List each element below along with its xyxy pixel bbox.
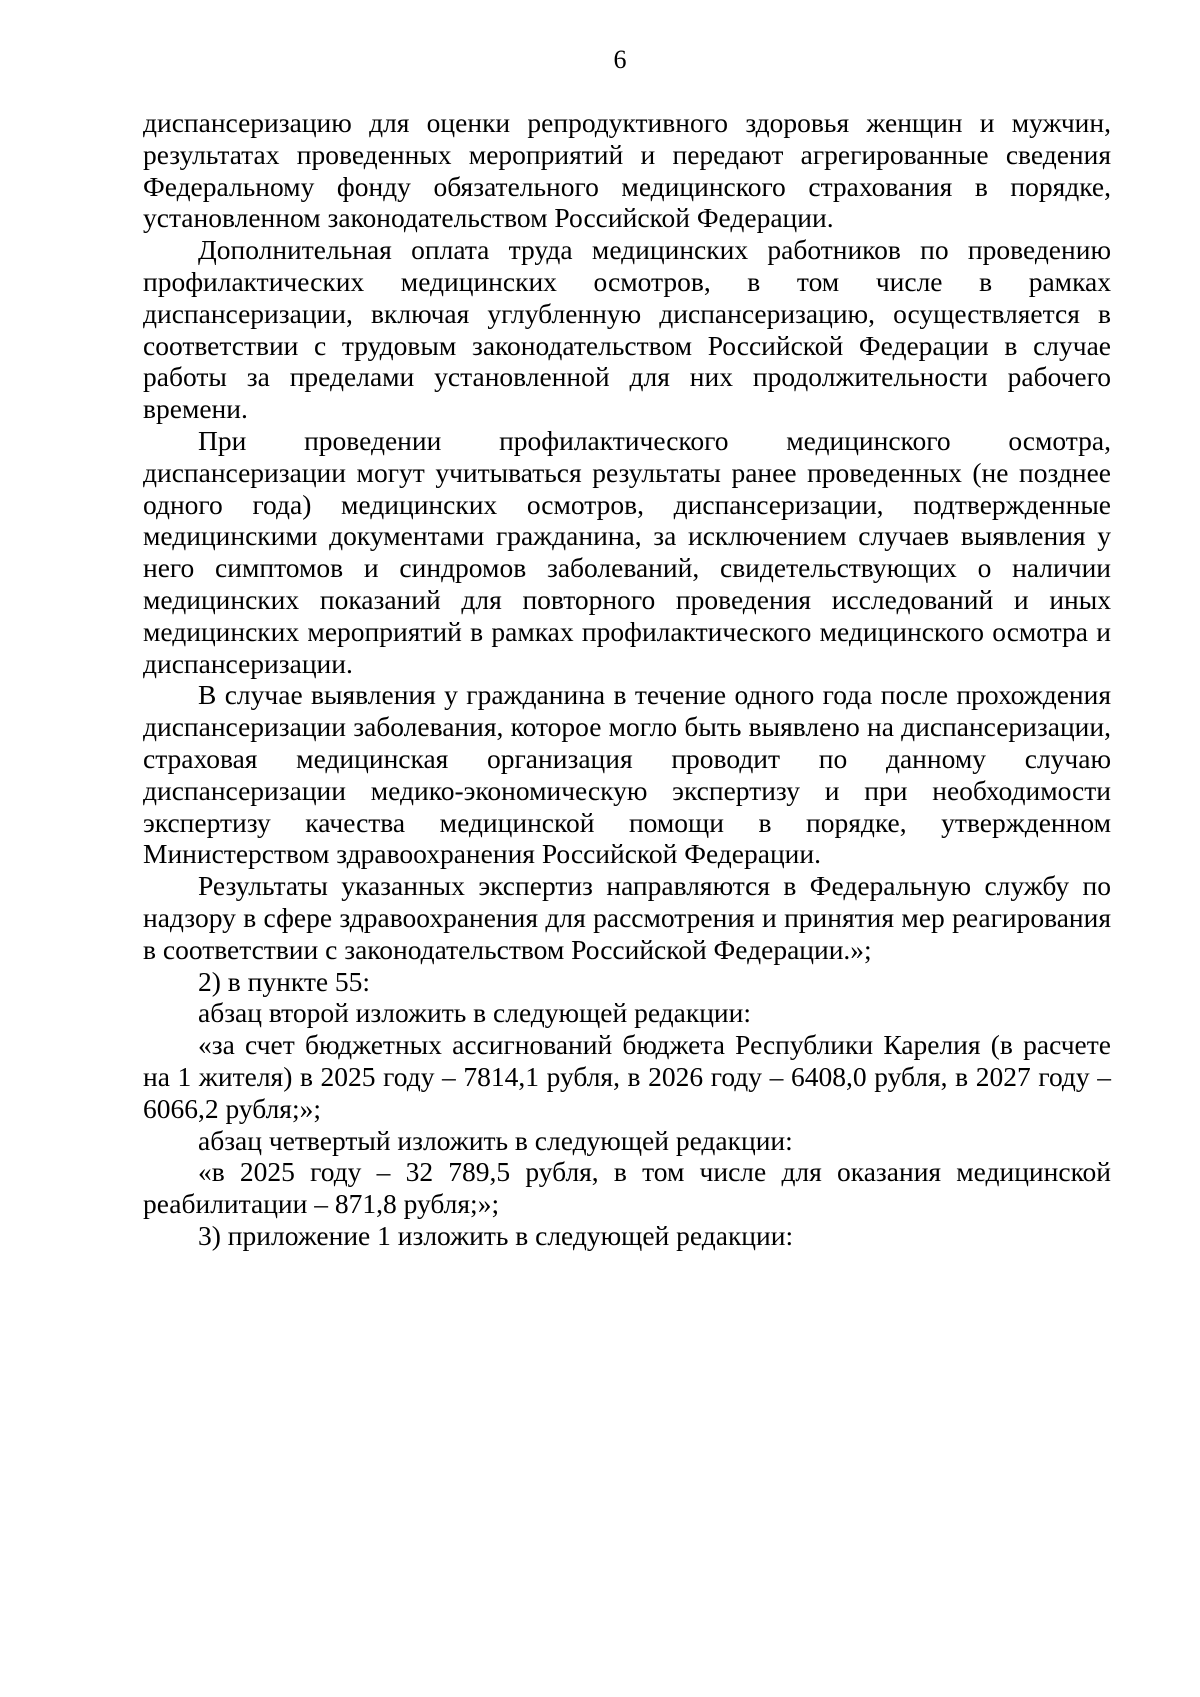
- paragraph-second-abzats-text: «за счет бюджетных ассигнований бюджета Республики Карелия (в расчете на 1 жителя) в 2025 году – 7814,1 рубля, в 2026 году – 6408,0 рубля, в 2027 году – 6066,2 рубля;»;: [143, 1029, 1111, 1124]
- paragraph-item-3: 3) приложение 1 изложить в следующей редакции:: [198, 1219, 794, 1251]
- paragraph-fourth-abzats-text: «в 2025 году – 32 789,5 рубля, в том числе для оказания медицинской реабилитации – 871,8 рубля;»;: [143, 1156, 1111, 1220]
- paragraph-continuation: диспансеризацию для оценки репродуктивного здоровья женщин и мужчин, результатах проведенных мероприятий и передают агрегированные сведения Федеральному фонду обязательного медицинского страхования в порядке, установленном законодательством Российской Федерации.: [143, 107, 1111, 234]
- paragraph-fourth-abzats-heading: абзац четвертый изложить в следующей редакции:: [198, 1124, 793, 1156]
- document-body: [143, 107, 1111, 1252]
- paragraph-expertise: В случае выявления у гражданина в течение одного года после прохождения диспансеризации заболевания, которое могло быть выявлено на диспансеризации, страховая медицинская организация проводит по данному случаю диспансеризации медико-экономическую экспертизу и при необходимости экспертизу качества медицинской помощи в порядке, утвержденном Министерством здравоохранения Российской Федерации.: [143, 679, 1111, 870]
- paragraph-item-2: 2) в пункте 55:: [198, 965, 371, 997]
- paragraph-prior-results: При проведении профилактического медицинского осмотра, диспансеризации могут учитываться результаты ранее проведенных (не позднее одного года) медицинских осмотров, диспансеризации, подтвержденные медицинскими документами гражданина, за исключением случаев выявления у него симптомов и синдромов заболеваний, свидетельствующих о наличии медицинских показаний для повторного проведения исследований и иных медицинских мероприятий в рамках профилактического медицинского осмотра и диспансеризации.: [143, 424, 1111, 679]
- paragraph-second-abzats-heading: абзац второй изложить в следующей редакции:: [198, 997, 752, 1029]
- paragraph-additional-pay: Дополнительная оплата труда медицинских работников по проведению профилактических медицинских осмотров, в том числе в рамках диспансеризации, включая углубленную диспансеризацию, осуществляется в соответствии с трудовым законодательством Российской Федерации в случае работы за пределами установленной для них продолжительности рабочего времени.: [143, 234, 1111, 425]
- page-number: 6: [613, 45, 627, 74]
- paragraph-expertise-results: Результаты указанных экспертиз направляются в Федеральную службу по надзору в сфере здравоохранения для рассмотрения и принятия мер реагирования в соответствии с законодательством Российской Федерации.»;: [143, 870, 1111, 965]
